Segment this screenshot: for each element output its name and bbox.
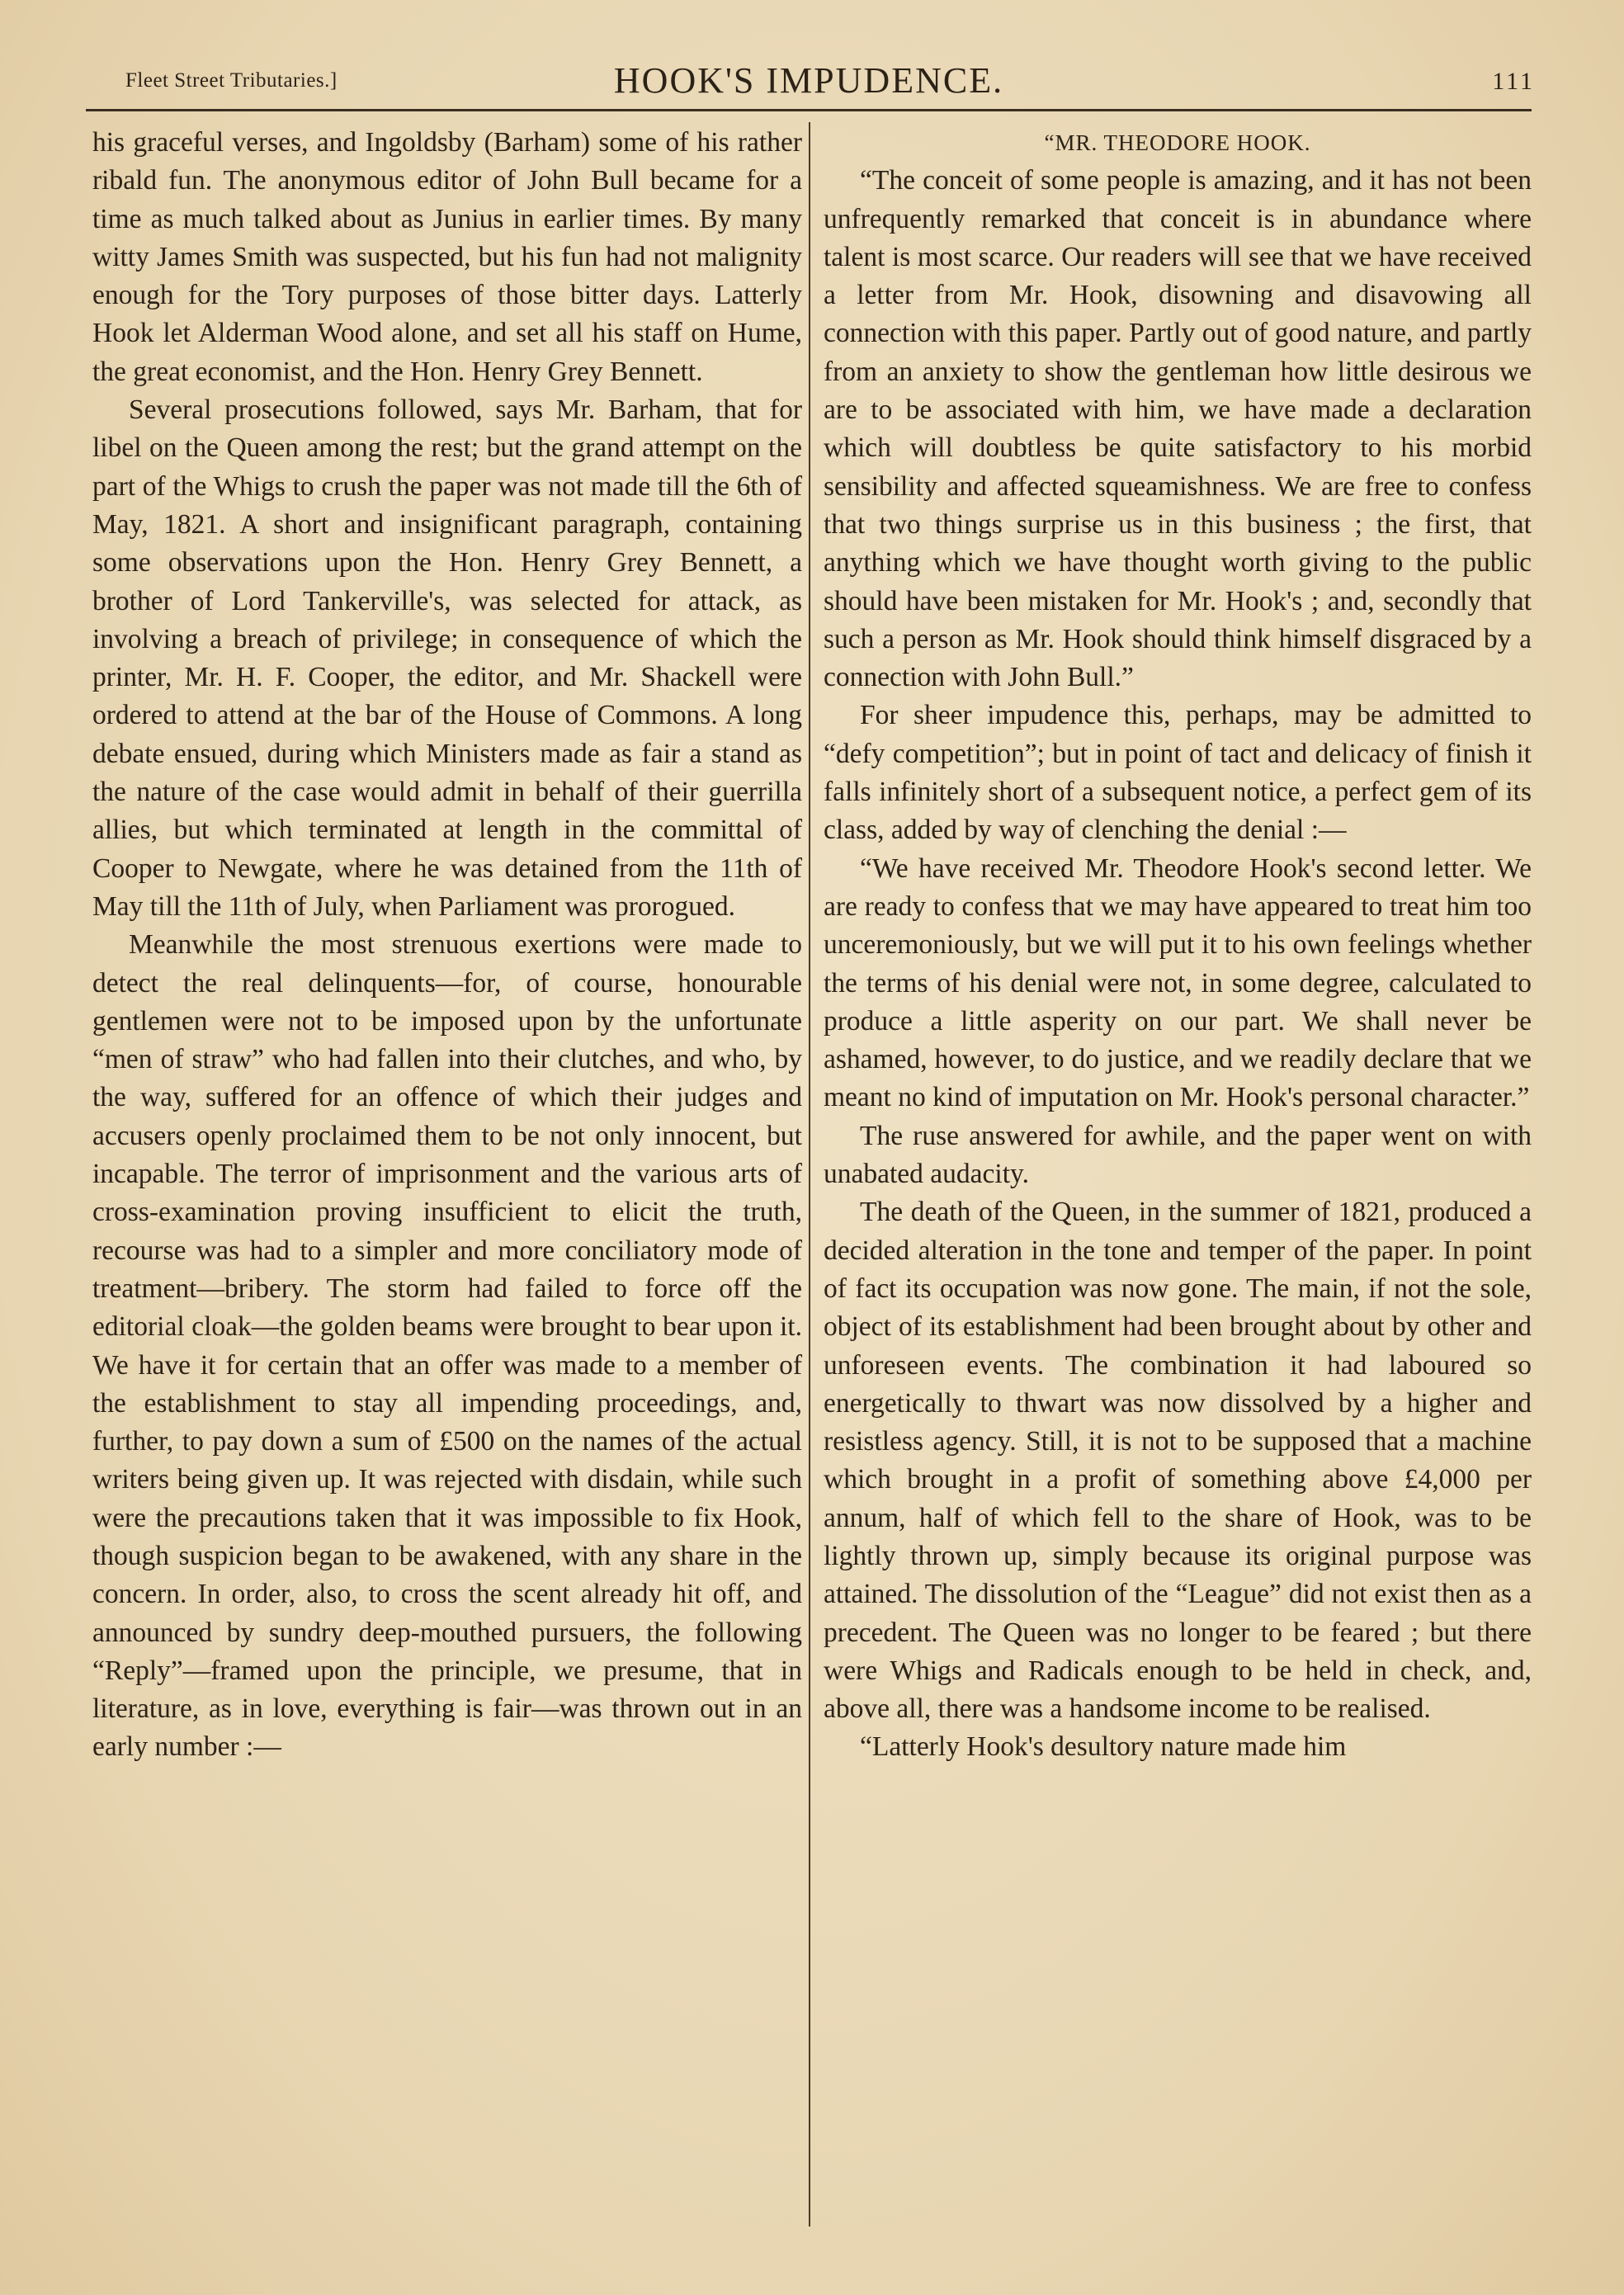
quoted-letter-title: “MR. THEODORE HOOK. [1044, 130, 1311, 155]
paragraph: “The conceit of some people is amazing, and it has not been unfrequently remarked that conceit is in abundance where talent is most scarce. Our readers will see that we have received a letter from Mr. Hook, disowning and disavowing all connection with this paper. Partly out of good nature, and partly from an anxiety to show the gentleman how little desirous we are to be associated with him, we have made a declaration which will doubtless be quite satisfactory to his morbid sensibility and affected squeamishness. We are free to confess that two things surprise us in this business ; the first, that anything which we have thought worth giving to the public should have been mistaken for Mr. Hook's ; and, secondly that such a person as Mr. Hook should think himself disgraced by a connection with John Bull.” [824, 165, 1532, 693]
header-rule [86, 109, 1532, 111]
paragraph: The ruse answered for awhile, and the paper went on with unabated audacity. [824, 1120, 1532, 1190]
right-column [824, 124, 1532, 1767]
paragraph: “We have received Mr. Theodore Hook's second letter. We are ready to confess that we may have appeared to treat him too unceremoniously, but we will put it to his own feelings whether the terms of his denial were not, in some degree, calculated to produce a little asperity on our part. We shall never be ashamed, however, to do justice, and we readily declare that we meant no kind of imputation on Mr. Hook's personal character.” [824, 852, 1532, 1113]
left-column [92, 124, 802, 1767]
paragraph: “Latterly Hook's desultory nature made him [860, 1731, 1347, 1763]
paragraph: The death of the Queen, in the summer of 1821, produced a decided alteration in the tone and temper of the paper. In point of fact its occupation was now gone. The main, if not the sole, object of its establishment had been brought about by other and unforeseen events. The combination it had laboured so energetically to thwart was now dissolved by a higher and resistless agency. Still, it is not to be supposed that a machine which brought in a profit of something above £4,000 per annum, half of which fell to the share of Hook, was to be lightly thrown up, simply because its original purpose was attained. The dissolution of the “League” did not exist then as a precedent. The Queen was no longer to be feared ; but there were Whigs and Radicals enough to be held in check, and, above all, there was a handsome income to be realised. [824, 1197, 1532, 1725]
page-title: HOOK'S IMPUDENCE. [613, 60, 1004, 101]
paragraph: For sheer impudence this, perhaps, may be admitted to “defy competition”; but in point of tact and delicacy of finish it falls infinitely short of a subsequent notice, a perfect gem of its class, added by way of clenching the denial :— [824, 700, 1532, 846]
running-header-section: Fleet Street Tributaries.] [125, 69, 338, 92]
paragraph: Meanwhile the most strenuous exertions were made to detect the real delinquents—for, of course, honourable gentlemen were not to be imposed upon by the unfortunate “men of straw” who had fallen into their clutches, and who, by the way, suffered for an offence of which their judges and accusers openly proclaimed them to be not only innocent, but incapable. The terror of imprisonment and the various arts of cross-examination proving insufficient to elicit the truth, recourse was had to a simpler and more conciliatory mode of treatment—bribery. The storm had failed to force off the editorial cloak—the golden beams were brought to bear upon it. We have it for certain that an offer was made to a member of the establishment to stay all impending proceedings, and, further, to pay down a sum of £500 on the names of the actual writers being given up. It was rejected with disdain, while such were the precautions taken that it was impossible to fix Hook, though suspicion began to be awakened, with any share in the concern. In order, also, to cross the scent already hit off, and announced by sundry deep-mouthed pursuers, the following “Reply”—framed upon the principle, we presume, that in literature, as in love, everything is fair—was thrown out in an early number :— [92, 929, 802, 1763]
page-number: 111 [1492, 68, 1535, 95]
paragraph: Several prosecutions followed, says Mr. Barham, that for libel on the Queen among the rest; but the grand attempt on the part of the Whigs to crush the paper was not made till the 6th of May, 1821. A short and insignificant paragraph, containing some observations upon the Hon. Henry Grey Bennett, a brother of Lord Tankerville's, was selected for attack, as involving a breach of privilege; in consequence of which the printer, Mr. H. F. Cooper, the editor, and Mr. Shackell were ordered to attend at the bar of the House of Commons. A long debate ensued, during which Ministers made as fair a stand as the nature of the case would admit in behalf of their guerrilla allies, but which terminated at length in the committal of Cooper to Newgate, where he was detained from the 11th of May till the 11th of July, when Parliament was prorogued. [92, 394, 802, 922]
paragraph: his graceful verses, and Ingoldsby (Barham) some of his rather ribald fun. The anonymous editor of John Bull became for a time as much talked about as Junius in earlier times. By many witty James Smith was suspected, but his fun had not malignity enough for the Tory purposes of those bitter days. Latterly Hook let Alderman Wood alone, and set all his staff on Hume, the great economist, and the Hon. Henry Grey Bennett. [92, 127, 802, 387]
column-divider [809, 122, 810, 2227]
running-header [83, 59, 1535, 109]
